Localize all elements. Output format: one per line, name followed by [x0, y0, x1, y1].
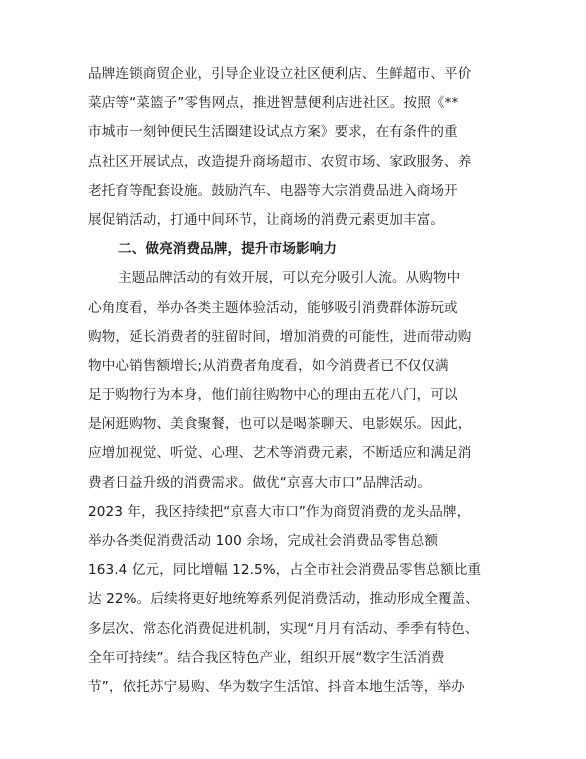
text-line: 应增加视觉、听觉、心理、艺术等消费元素，不断适应和满足消 — [88, 445, 472, 462]
text-line: 点社区开展试点，改造提升商场超市、农贸市场、家政服务、养 — [88, 153, 472, 170]
document-body — [88, 60, 508, 702]
text-line: 全年可持续”。结合我区特色产业，组织开展“数字生活消费 — [88, 649, 445, 666]
text-line: 是闲逛购物、美食聚餐，也可以是喝茶聊天、电影娱乐。因此， — [88, 416, 472, 433]
text-line: 老托育等配套设施。鼓励汽车、电器等大宗消费品进入商场开 — [88, 182, 458, 199]
section-heading: 二、做亮消费品牌，提升市场影响力 — [118, 241, 338, 258]
text-line: 多层次、常态化消费促进机制，实现“月月有活动、季季有特色、 — [88, 620, 479, 637]
text-line: 主题品牌活动的有效开展，可以充分吸引人流。从购物中 — [118, 270, 461, 287]
text-line: 2023 年，我区持续把“京喜大市口”作为商贸消费的龙头品牌， — [88, 503, 471, 520]
text-line: 举办各类促消费活动 100 余场，完成社会消费品零售总额 — [88, 533, 439, 549]
text-line: 购物，延长消费者的驻留时间，增加消费的可能性，进而带动购 — [88, 328, 472, 345]
text-line: 足于购物行为本身，他们前往购物中心的理由五花八门，可以 — [88, 387, 458, 404]
text-line: 市城市一刻钟便民生活圈建设试点方案》要求，在有条件的重 — [88, 124, 458, 141]
text-line: 心角度看，举办各类主题体验活动，能够吸引消费群体游玩或 — [88, 299, 458, 316]
text-line: 费者日益升级的消费需求。做优“京喜大市口”品牌活动。 — [88, 474, 431, 491]
text-line: 163.4 亿元，同比增幅 12.5%，占全市社会消费品零售总额比重 — [88, 562, 482, 579]
text-line: 节”，依托苏宁易购、华为数字生活馆、抖音本地生活等，举办 — [88, 678, 465, 695]
text-line: 品牌连锁商贸企业，引导企业设立社区便利店、生鲜超市、平价 — [88, 66, 472, 82]
text-line: 达 22%。后续将更好地统筹系列促消费活动，推动形成全覆盖、 — [88, 591, 479, 608]
text-line: 菜店等“菜篮子”零售网点，推进智慧便利店进社区。按照《** — [88, 95, 459, 112]
text-line: 物中心销售额增长;从消费者角度看，如今消费者已不仅仅满 — [88, 357, 449, 374]
text-line: 展促销活动，打通中间环节，让商场的消费元素更加丰富。 — [88, 211, 445, 228]
